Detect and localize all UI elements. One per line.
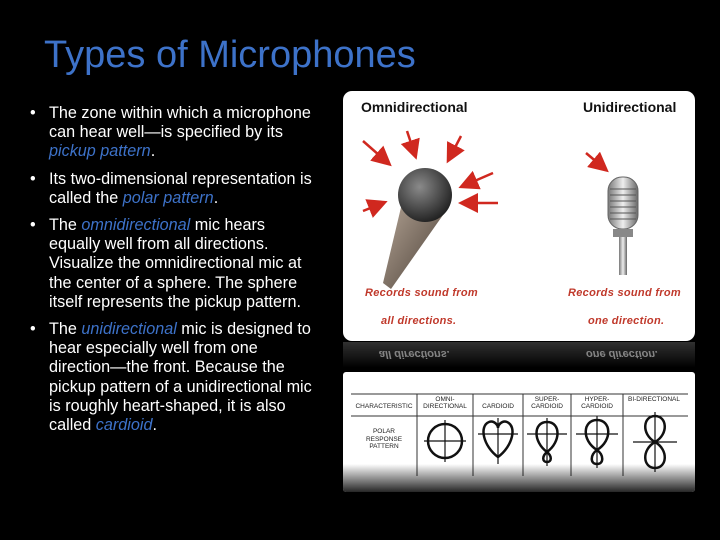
figure-reflection bbox=[343, 342, 695, 368]
omnidirectional-microphone-icon bbox=[383, 168, 452, 289]
reflection-left-text: all directions. bbox=[379, 348, 450, 360]
bullet-marker: • bbox=[30, 104, 36, 122]
emphasized-term: pickup pattern bbox=[49, 142, 151, 161]
omnidirectional-heading: Omnidirectional bbox=[361, 99, 468, 115]
emphasized-term: polar pattern bbox=[122, 188, 214, 207]
slide-title: Types of Microphones bbox=[44, 34, 416, 76]
bullet-text: . bbox=[213, 188, 219, 207]
supercardioid-pattern-icon bbox=[527, 418, 567, 466]
bidirectional-pattern-icon bbox=[633, 412, 677, 472]
bullet-marker: • bbox=[30, 320, 36, 339]
bullet-marker: • bbox=[30, 216, 36, 235]
bullet-item bbox=[30, 104, 320, 162]
bullet-text: The zone within which a microphone can hear well—is specified by its bbox=[49, 104, 311, 142]
bullet-text: mic is designed to hear especially well from one direction—the front. Because the pickup pattern of a unidirectional mic is roughly heart-shaped, it is also called bbox=[49, 320, 312, 435]
bullet-text: The bbox=[49, 216, 82, 235]
polar-response-label: POLAR RESPONSE PATTERN bbox=[365, 428, 403, 450]
column-supercardioid: SUPER-CARDIOID bbox=[531, 396, 563, 410]
cardioid-pattern-icon bbox=[478, 418, 518, 464]
omnidirectional-pattern-icon bbox=[424, 420, 466, 462]
column-omnidirectional: OMNI-DIRECTIONAL bbox=[423, 396, 467, 410]
reflection-right-text: one direction. bbox=[586, 348, 659, 360]
emphasized-term: cardioid bbox=[95, 416, 153, 435]
bullet-list bbox=[30, 104, 320, 443]
bullet-text: mic hears equally well from all directions. Visualize the omnidirectional mic at the center of a sphere. The sphere itself represents the pickup pattern. bbox=[49, 216, 302, 311]
omni-caption-line2: all directions. bbox=[381, 315, 457, 327]
uni-caption-line1: Records sound from bbox=[568, 287, 681, 299]
characteristic-header: CHARACTERISTIC bbox=[355, 403, 413, 410]
column-bidirectional: BI-DIRECTIONAL bbox=[627, 396, 680, 403]
column-cardioid: CARDIOID bbox=[482, 403, 514, 410]
column-hypercardioid: HYPER-CARDIOID bbox=[581, 396, 613, 410]
bullet-item bbox=[30, 216, 320, 312]
sound-arrow-icon bbox=[586, 153, 605, 169]
bullet-item bbox=[30, 170, 320, 208]
unidirectional-microphone-icon bbox=[608, 177, 638, 275]
microphone-illustrations bbox=[343, 91, 695, 341]
bullet-item bbox=[30, 320, 320, 435]
table-fade-overlay bbox=[343, 464, 695, 492]
bullet-text: The bbox=[49, 320, 82, 339]
emphasized-term: omnidirectional bbox=[81, 216, 191, 235]
bullet-text: . bbox=[150, 142, 156, 161]
bullet-text: Its two-dimensional representation is called the bbox=[49, 169, 312, 207]
hypercardioid-pattern-icon bbox=[576, 416, 618, 468]
omni-caption-line1: Records sound from bbox=[365, 287, 478, 299]
bullet-marker: • bbox=[30, 169, 36, 188]
polar-pattern-table bbox=[343, 372, 695, 492]
bullet-text: . bbox=[152, 416, 157, 435]
uni-caption-line2: one direction. bbox=[588, 315, 665, 327]
emphasized-term: unidirectional bbox=[81, 320, 177, 339]
unidirectional-heading: Unidirectional bbox=[583, 99, 677, 115]
microphone-comparison-figure bbox=[343, 91, 695, 341]
